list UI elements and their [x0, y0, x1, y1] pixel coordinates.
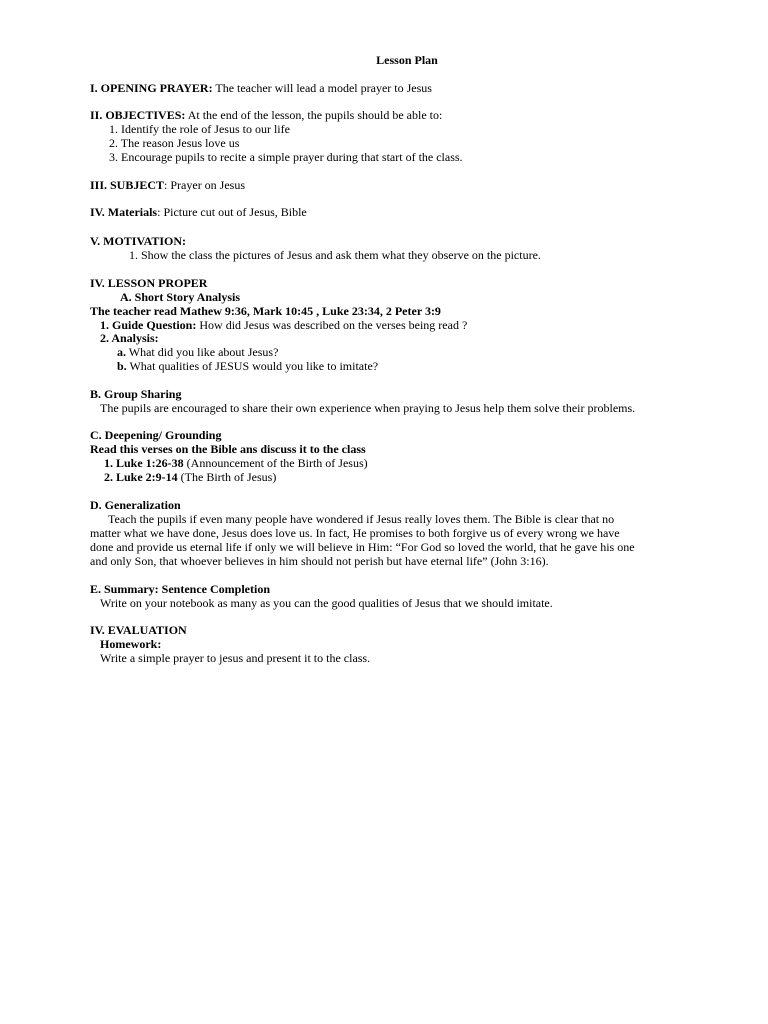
subject-text: : Prayer on Jesus — [164, 178, 246, 192]
guide-question-text: How did Jesus was described on the verses being read ? — [196, 318, 468, 332]
motivation-item: 1. Show the class the pictures of Jesus and ask them what they observe on the picture. — [129, 248, 541, 262]
objective-item: 3. Encourage pupils to recite a simple prayer during that start of the class. — [109, 150, 463, 164]
lesson-proper-heading: IV. LESSON PROPER — [90, 276, 208, 290]
evaluation-heading: IV. EVALUATION — [90, 623, 187, 637]
materials-line — [90, 205, 307, 219]
materials-text: : Picture cut out of Jesus, Bible — [157, 205, 307, 219]
subject-heading: III. SUBJECT — [90, 178, 165, 192]
objectives-line — [90, 108, 442, 122]
analysis-a-text: What did you like about Jesus? — [126, 345, 279, 359]
analysis-b-label: b. — [117, 359, 127, 373]
deepening-item-1 — [104, 456, 368, 470]
analysis-item-a — [117, 345, 278, 359]
objectives-heading: II. OBJECTIVES: — [90, 108, 186, 122]
deepening-item-1-text: (Announcement of the Birth of Jesus) — [183, 456, 368, 470]
analysis-label: 2. Analysis: — [100, 331, 159, 345]
analysis-item-b — [117, 359, 378, 373]
generalization-line: Teach the pupils if even many people have wondered if Jesus really loves them. The Bible is clear that no — [108, 512, 615, 526]
opening-prayer-text: The teacher will lead a model prayer to Jesus — [212, 81, 432, 95]
objectives-text: At the end of the lesson, the pupils should be able to: — [185, 108, 443, 122]
objective-item: 1. Identify the role of Jesus to our life — [109, 122, 290, 136]
page-title: Lesson Plan — [376, 53, 438, 67]
deepening-heading: C. Deepening/ Grounding — [90, 428, 222, 442]
guide-question-label: 1. Guide Question: — [100, 318, 197, 332]
opening-prayer-line — [90, 81, 432, 95]
materials-heading: IV. Materials — [90, 205, 158, 219]
homework-label: Homework: — [100, 637, 162, 651]
homework-text: Write a simple prayer to jesus and present it to the class. — [100, 651, 371, 665]
group-sharing-heading: B. Group Sharing — [90, 387, 182, 401]
analysis-a-label: a. — [117, 345, 126, 359]
deepening-item-2 — [104, 470, 276, 484]
generalization-line: done and provide us eternal life if only we will believe in Him: “For God so loved the world, that he gave his one — [90, 540, 635, 554]
deepening-item-2-label: 2. Luke 2:9-14 — [104, 470, 178, 484]
analysis-b-text: What qualities of JESUS would you like to imitate? — [126, 359, 379, 373]
motivation-heading: V. MOTIVATION: — [90, 234, 187, 248]
group-sharing-text: The pupils are encouraged to share their own experience when praying to Jesus help them solve their problems. — [100, 401, 636, 415]
generalization-line: and only Son, that whoever believes in him should not perish but have eternal life” (John 3:16). — [90, 554, 549, 568]
short-story-heading: A. Short Story Analysis — [120, 290, 241, 304]
generalization-line: matter what we have done, Jesus does love us. In fact, He promises to both forgive us of every wrong we have — [90, 526, 620, 540]
objective-item: 2. The reason Jesus love us — [109, 136, 240, 150]
guide-question-line — [100, 318, 467, 332]
deepening-item-1-label: 1. Luke 1:26-38 — [104, 456, 184, 470]
summary-text: Write on your notebook as many as you can the good qualities of Jesus that we should imitate. — [100, 596, 553, 610]
opening-prayer-heading: I. OPENING PRAYER: — [90, 81, 213, 95]
summary-heading: E. Summary: Sentence Completion — [90, 582, 270, 596]
deepening-subheading: Read this verses on the Bible ans discuss it to the class — [90, 442, 366, 456]
deepening-item-2-text: (The Birth of Jesus) — [177, 470, 277, 484]
subject-line — [90, 178, 245, 192]
generalization-heading: D. Generalization — [90, 498, 181, 512]
verses-line: The teacher read Mathew 9:36, Mark 10:45 , Luke 23:34, 2 Peter 3:9 — [90, 304, 441, 318]
